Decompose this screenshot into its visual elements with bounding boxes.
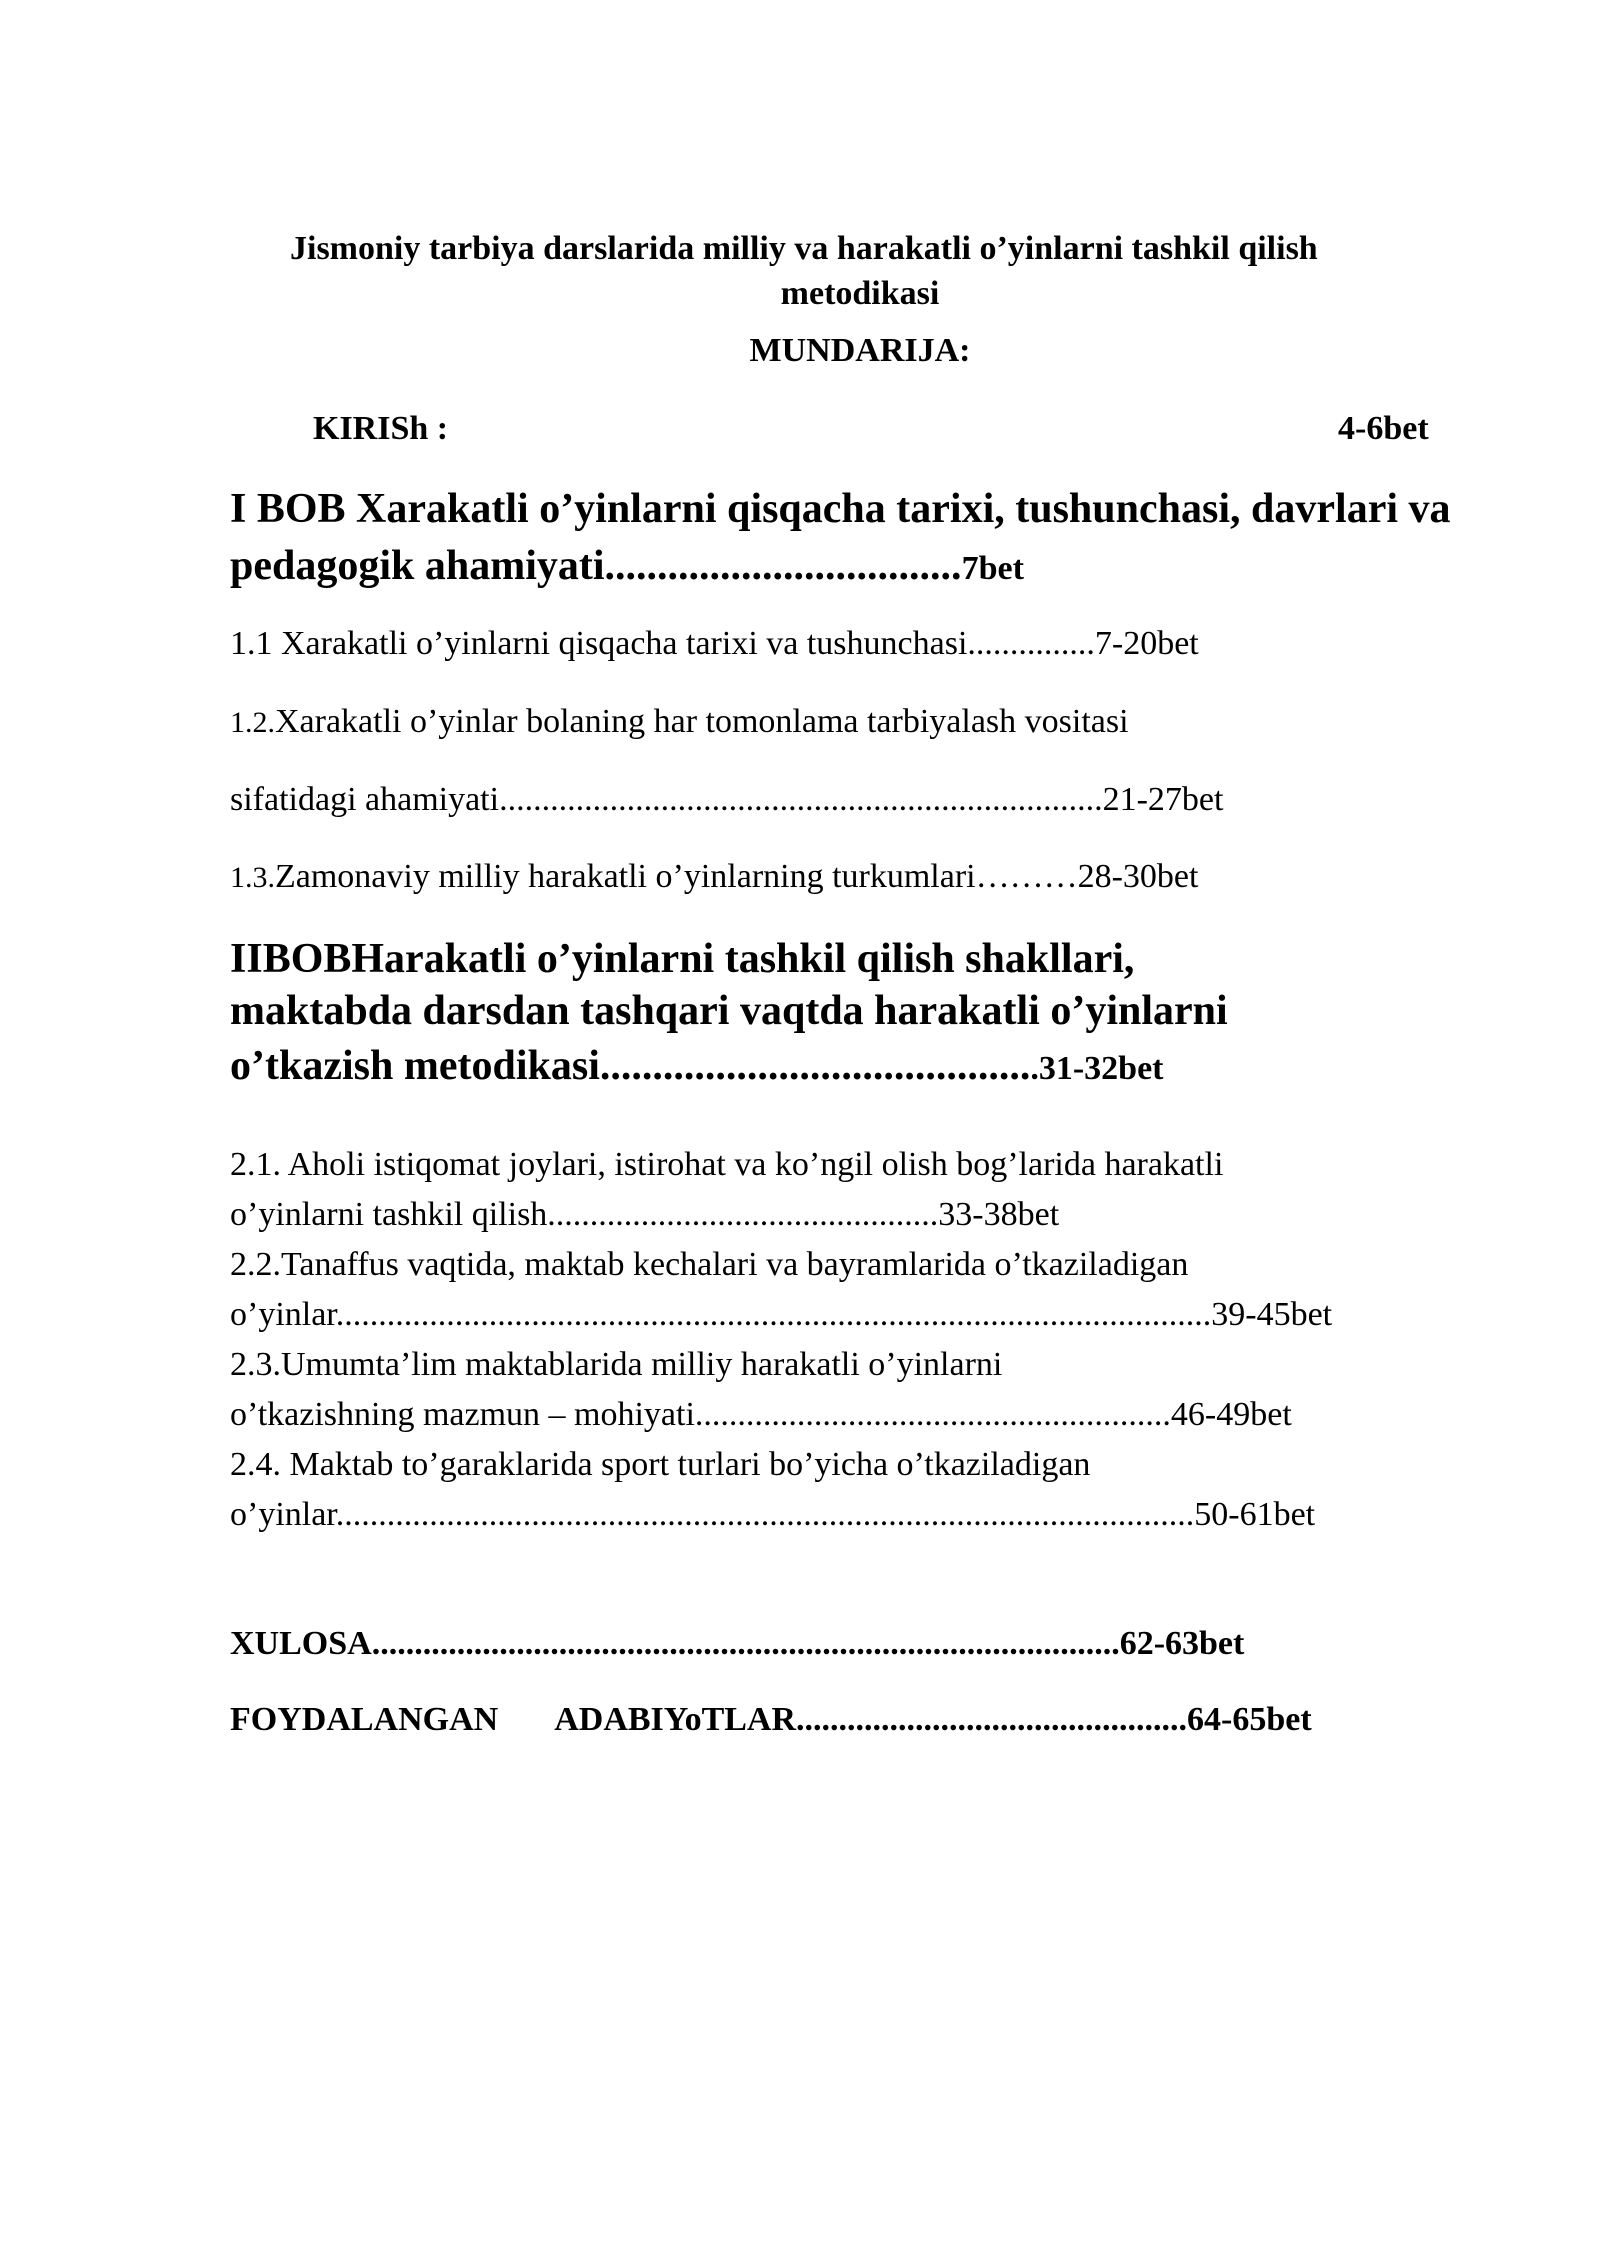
chapter1-title-line-2: [230, 545, 1024, 587]
chapter2-title-line-3: [230, 1045, 1164, 1087]
chapter1-title-text: pedagogik ahamiyati..................................: [230, 543, 962, 589]
conclusion-entry: XULOSA........................................................................................62-63bet: [230, 1625, 1245, 1662]
section-1-2-line-1: [230, 705, 1129, 739]
section-1-3-number: 1.3.: [230, 861, 275, 894]
chapter1-title-line-1: I BOB Xarakatli o’yinlarni qisqacha tarixi, tushunchasi, davrlari va: [230, 486, 1451, 532]
toc-heading: MUNDARIJA:: [749, 332, 971, 369]
references-word-2: ADABIYoTLAR..............................................64-65bet: [554, 1701, 1312, 1738]
references-word-1: FOYDALANGAN: [230, 1701, 499, 1738]
section-1-2-text: Xarakatli o’yinlar bolaning har tomonlama tarbiyalash vositasi: [275, 703, 1129, 740]
intro-label: KIRISh :: [313, 410, 449, 447]
chapter2-pages: .31-32bet: [1030, 1050, 1164, 1087]
section-2-3-line-1: 2.3.Umumta’lim maktablarida milliy harakatli o’yinlarni: [230, 1346, 1003, 1383]
chapter2-title-text: o’tkazish metodikasi.........................................: [230, 1043, 1031, 1089]
intro-pages: 4-6bet: [1338, 410, 1429, 447]
section-2-2-line-2: o’yinlar.......................................................................................................39-45bet: [230, 1296, 1333, 1333]
chapter2-title-line-2: maktabda darsdan tashqari vaqtda harakatli o’yinlarni: [230, 988, 1228, 1034]
section-2-1-line-1: 2.1. Aholi istiqomat joylari, istirohat va ko’ngil olish bog’larida harakatli: [230, 1146, 1224, 1183]
section-2-1-line-2: o’yinlarni tashkil qilish..............................................33-38bet: [230, 1196, 1060, 1233]
section-2-4-line-2: o’yinlar.....................................................................................................50-61bet: [230, 1496, 1316, 1533]
chapter1-pages: 7bet: [961, 550, 1024, 587]
section-2-4-line-1: 2.4. Maktab to’garaklarida sport turlari bo’yicha o’tkaziladigan: [230, 1446, 1091, 1483]
section-1-1: 1.1 Xarakatli o’yinlarni qisqacha tarixi va tushunchasi...............7-20bet: [230, 625, 1199, 662]
references-entry: [230, 1703, 1312, 1737]
section-2-3-line-2: o’tkazishning mazmun – mohiyati........................................................46-49bet: [230, 1396, 1292, 1433]
document-title-line-1: Jismoniy tarbiya darslarida milliy va harakatli o’yinlarni tashkil qilish: [290, 230, 1318, 267]
document-title-line-2: metodikasi: [780, 275, 940, 312]
section-1-3-text: Zamonaviy milliy harakatli o’yinlarning turkumlari………28-30bet: [275, 858, 1199, 895]
chapter2-title-line-1: IIBOBHarakatli o’yinlarni tashkil qilish shakllari,: [230, 936, 1135, 982]
section-2-2-line-1: 2.2.Tanaffus vaqtida, maktab kechalari va bayramlarida o’tkaziladigan: [230, 1246, 1189, 1283]
section-1-2-line-2: sifatidagi ahamiyati.......................................................................21-27bet: [230, 781, 1224, 818]
section-1-3: [230, 860, 1198, 894]
section-1-2-number: 1.2.: [230, 706, 275, 739]
